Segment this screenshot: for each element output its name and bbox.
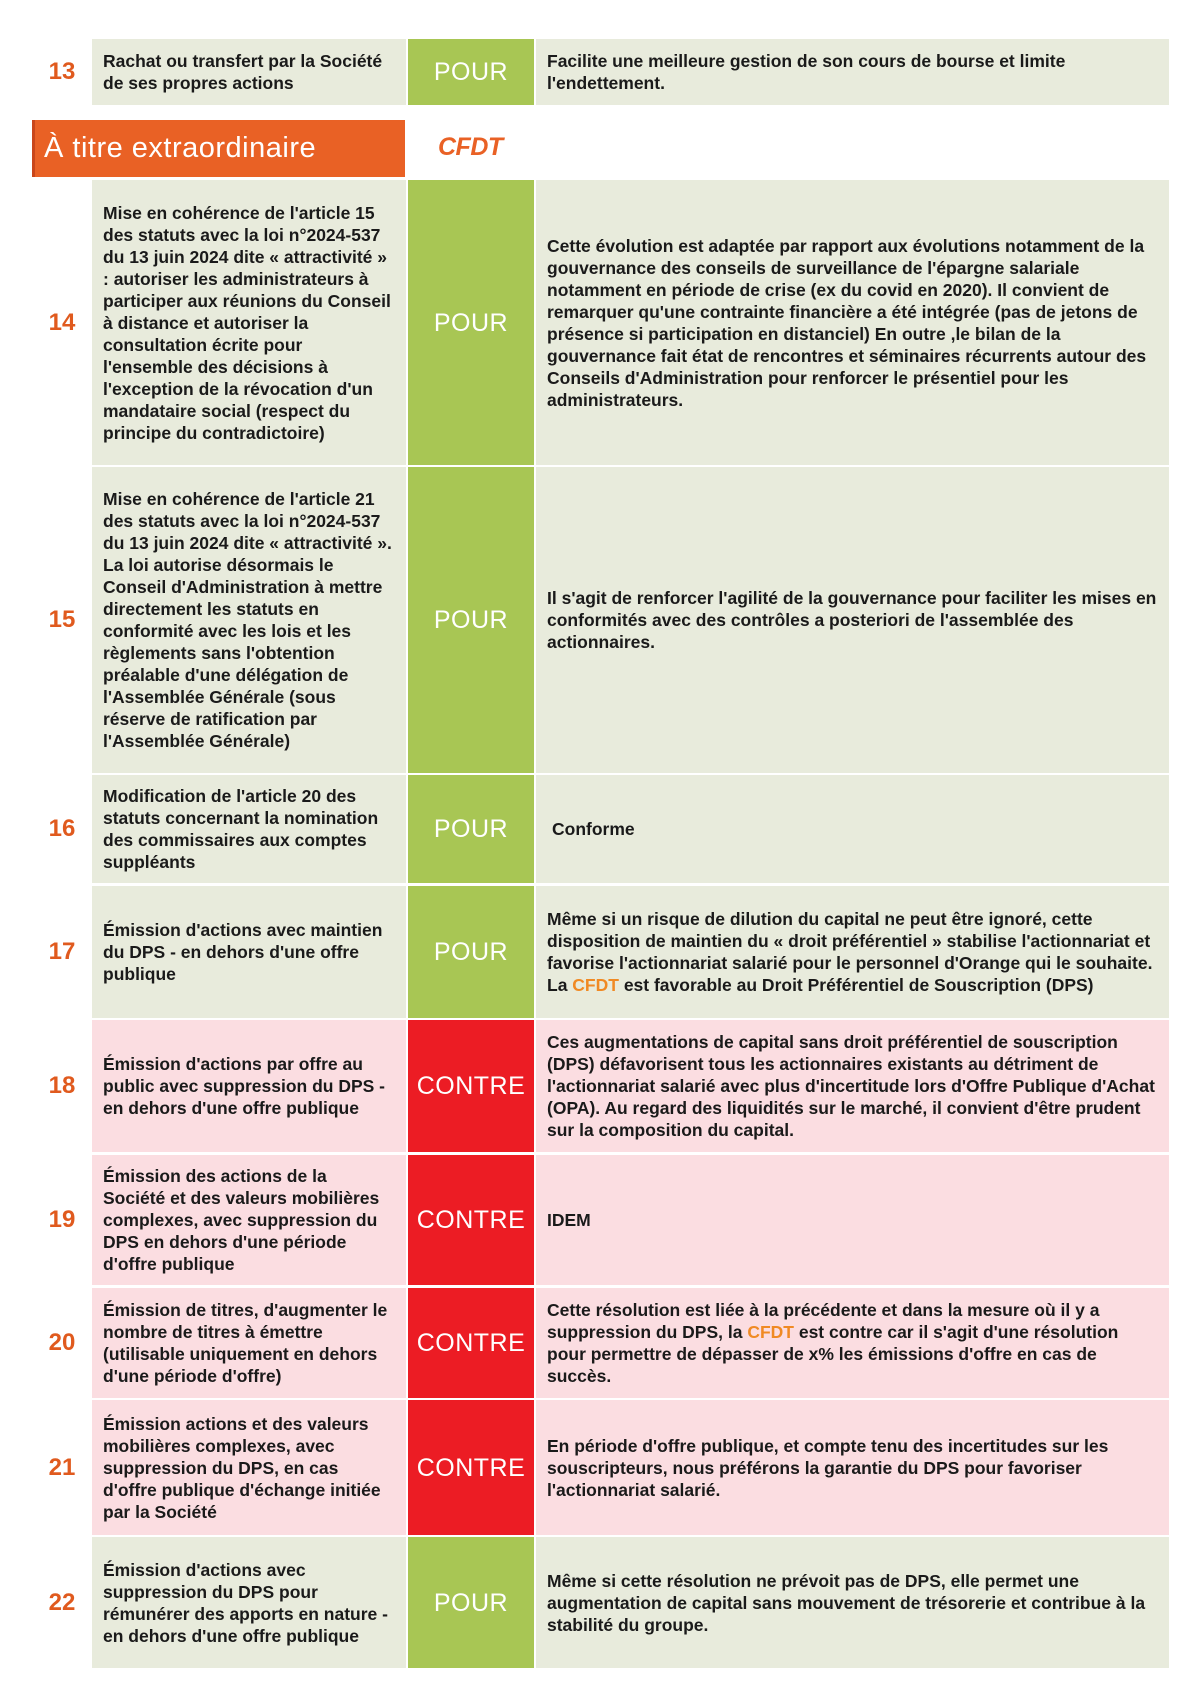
resolution-comment: Cette résolution est liée à la précédente et dans la mesure où il y a suppression du DPS, la CFDT est contre car il s'agit d'une résolution pour permettre de dépasser de x% les émissions d'offre en cas de succès. (536, 1288, 1169, 1398)
resolution-text: Émission des actions de la Société et des valeurs mobilières complexes, avec suppression du DPS en dehors d'une période d'offre publique (92, 1155, 406, 1285)
resolution-comment: Même si un risque de dilution du capital ne peut être ignoré, cette disposition de maintien du « droit préférentiel » stabilise l'actionnariat et favorise l'actionnariat salarié pour le personnel d'Orange qui le souhaite. La CFDT est favorable au Droit Préférentiel de Souscription (DPS) (536, 886, 1169, 1018)
resolution-text: Rachat ou transfert par la Société de ses propres actions (92, 39, 406, 105)
resolution-number: 18 (32, 1020, 92, 1152)
resolution-row-20 (32, 1288, 1169, 1398)
vote-badge: CONTRE (408, 1020, 534, 1152)
resolution-row-16 (32, 775, 1169, 883)
vote-badge: POUR (408, 886, 534, 1018)
resolution-number: 22 (32, 1537, 92, 1668)
resolution-comment: En période d'offre publique, et compte tenu des incertitudes sur les souscripteurs, nous préférons la garantie du DPS pour favoriser l'actionnariat salarié. (536, 1400, 1169, 1535)
resolution-row-18 (32, 1020, 1169, 1152)
resolution-text: Émission d'actions par offre au public avec suppression du DPS - en dehors d'une offre publique (92, 1020, 406, 1152)
resolution-comment: Même si cette résolution ne prévoit pas de DPS, elle permet une augmentation de capital sans mouvement de trésorerie et contribue à la stabilité du groupe. (536, 1537, 1169, 1668)
resolution-row-22 (32, 1537, 1169, 1668)
resolution-number: 16 (32, 775, 92, 883)
vote-badge: POUR (408, 39, 534, 105)
resolution-number: 17 (32, 886, 92, 1018)
resolution-row-13 (32, 39, 1169, 105)
vote-badge: POUR (408, 180, 534, 465)
resolution-comment: Ces augmentations de capital sans droit préférentiel de souscription (DPS) défavorisent tous les actionnaires existants au détriment de l'actionnariat salarié avec plus d'incertitude lors d'Offre Publique d'Achat (OPA). Au regard des liquidités sur le marché, il convient d'être prudent sur la composition du capital. (536, 1020, 1169, 1152)
cfdt-mention: CFDT (747, 1322, 794, 1342)
resolution-text: Mise en cohérence de l'article 21 des statuts avec la loi n°2024-537 du 13 juin 2024 dite « attractivité ». La loi autorise désormais le Conseil d'Administration à mettre directement les statuts en conformité avec les lois et les règlements sans l'obtention préalable d'une délégation de l'Assemblée Générale (sous réserve de ratification par l'Assemblée Générale) (92, 467, 406, 773)
resolution-comment: IDEM (536, 1155, 1169, 1285)
resolution-row-17 (32, 886, 1169, 1018)
section-title: À titre extraordinaire (32, 120, 405, 177)
cfdt-mention: CFDT (572, 975, 619, 995)
resolution-row-14 (32, 180, 1169, 465)
resolution-text: Émission d'actions avec maintien du DPS - en dehors d'une offre publique (92, 886, 406, 1018)
vote-badge: CONTRE (408, 1155, 534, 1285)
resolution-number: 19 (32, 1155, 92, 1285)
vote-badge: CONTRE (408, 1288, 534, 1398)
resolution-number: 15 (32, 467, 92, 773)
resolution-number: 13 (32, 39, 92, 105)
vote-badge: CONTRE (408, 1400, 534, 1535)
resolution-row-15 (32, 467, 1169, 773)
resolution-text: Mise en cohérence de l'article 15 des statuts avec la loi n°2024-537 du 13 juin 2024 dite « attractivité » : autoriser les administrateurs à participer aux réunions du Conseil à distance et autoriser la consultation écrite pour l'ensemble des décisions à l'exception de la révocation d'un mandataire social (respect du principe du contradictoire) (92, 180, 406, 465)
resolution-number: 14 (32, 180, 92, 465)
resolution-comment: Facilite une meilleure gestion de son cours de bourse et limite l'endettement. (536, 39, 1169, 105)
resolution-row-21 (32, 1400, 1169, 1535)
resolution-text: Émission de titres, d'augmenter le nombre de titres à émettre (utilisable uniquement en dehors d'une période d'offre) (92, 1288, 406, 1398)
resolution-comment: Conforme (536, 775, 1169, 883)
vote-badge: POUR (408, 775, 534, 883)
resolution-comment: Cette évolution est adaptée par rapport aux évolutions notamment de la gouvernance des conseils de surveillance de l'épargne salariale notamment en période de crise (ex du covid en 2020). Il convient de remarquer qu'une contrainte financière a été intégrée (pas de jetons de présence si participation en distanciel) En outre ,le bilan de la gouvernance fait état de rencontres et séminaires récurrents autour des Conseils d'Administration pour renforcer le présentiel pour les administrateurs. (536, 180, 1169, 465)
resolution-text: Émission d'actions avec suppression du DPS pour rémunérer des apports en nature - en dehors d'une offre publique (92, 1537, 406, 1668)
vote-badge: POUR (408, 467, 534, 773)
resolution-comment: Il s'agit de renforcer l'agilité de la gouvernance pour faciliter les mises en conformités avec des contrôles a posteriori de l'assemblée des actionnaires. (536, 467, 1169, 773)
resolution-text: Modification de l'article 20 des statuts concernant la nomination des commissaires aux comptes suppléants (92, 775, 406, 883)
resolution-number: 21 (32, 1400, 92, 1535)
resolution-number: 20 (32, 1288, 92, 1398)
vote-badge: POUR (408, 1537, 534, 1668)
cfdt-logo: CFDT (438, 133, 503, 161)
resolution-text: Émission actions et des valeurs mobilières complexes, avec suppression du DPS, en cas d'offre publique d'échange initiée par la Société (92, 1400, 406, 1535)
resolution-row-19 (32, 1155, 1169, 1285)
